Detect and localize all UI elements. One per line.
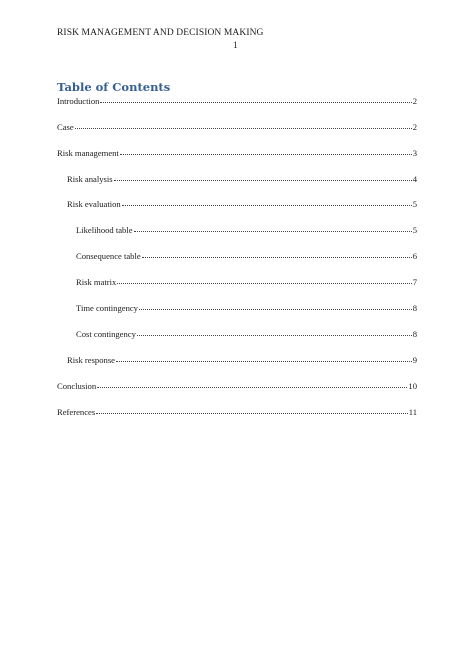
toc-leader-dots — [139, 308, 412, 310]
toc-leader-dots — [120, 153, 412, 155]
toc-entry-label: Likelihood table — [76, 225, 133, 235]
toc-entry-time-contingency[interactable] — [76, 302, 417, 314]
toc-leader-dots — [117, 282, 411, 284]
toc-leader-dots — [134, 230, 412, 232]
toc-entry-label: Introduction — [57, 96, 100, 106]
toc-entry-references[interactable] — [57, 406, 417, 418]
toc-entry-label: References — [57, 407, 96, 417]
toc-entry-label: Case — [57, 122, 74, 132]
toc-leader-dots — [137, 334, 412, 336]
toc-leader-dots — [96, 412, 408, 414]
toc-entry-page: 4 — [412, 174, 417, 184]
toc-leader-dots — [75, 127, 412, 129]
toc-entry-page: 7 — [412, 277, 417, 287]
toc-entry-label: Risk matrix — [76, 277, 117, 287]
toc-entry-page: 11 — [408, 407, 417, 417]
running-head: RISK MANAGEMENT AND DECISION MAKING — [57, 28, 264, 38]
toc-entry-cost-contingency[interactable] — [76, 328, 417, 340]
toc-entry-risk-response[interactable] — [67, 354, 417, 366]
toc-entry-consequence-table[interactable] — [76, 250, 417, 262]
toc-entry-likelihood-table[interactable] — [76, 224, 417, 236]
toc-entry-label: Time contingency — [76, 303, 138, 313]
toc-entry-page: 9 — [412, 355, 417, 365]
toc-leader-dots — [142, 256, 412, 258]
toc-entry-page: 2 — [412, 122, 417, 132]
toc-entry-page: 5 — [412, 199, 417, 209]
toc-entry-page: 6 — [412, 251, 417, 261]
toc-entry-risk-evaluation[interactable] — [67, 198, 417, 210]
toc-entry-introduction[interactable] — [57, 95, 417, 107]
toc-entry-page: 8 — [412, 303, 417, 313]
toc-leader-dots — [122, 204, 412, 206]
toc-entry-risk-analysis[interactable] — [67, 173, 417, 185]
toc-entry-label: Risk analysis — [67, 174, 113, 184]
page-number: 1 — [233, 41, 238, 51]
toc-title: Table of Contents — [57, 80, 171, 94]
toc-entry-page: 3 — [412, 148, 417, 158]
toc-entry-label: Risk evaluation — [67, 199, 121, 209]
toc-entry-label: Consequence table — [76, 251, 141, 261]
toc-entry-risk-management[interactable] — [57, 147, 417, 159]
toc-entry-page: 2 — [412, 96, 417, 106]
toc-leader-dots — [114, 179, 412, 181]
toc-entry-label: Risk response — [67, 355, 115, 365]
toc-entry-conclusion[interactable] — [57, 380, 417, 392]
toc-leader-dots — [116, 360, 412, 362]
toc-entry-label: Conclusion — [57, 381, 97, 391]
toc-entry-label: Cost contingency — [76, 329, 136, 339]
toc-entry-page: 8 — [412, 329, 417, 339]
toc-entry-page: 5 — [412, 225, 417, 235]
toc-entry-label: Risk management — [57, 148, 119, 158]
toc-leader-dots — [100, 101, 411, 103]
toc-entry-page: 10 — [408, 381, 417, 391]
toc-leader-dots — [97, 386, 407, 388]
toc-entry-case[interactable] — [57, 121, 417, 133]
toc-entry-risk-matrix[interactable] — [76, 276, 417, 288]
